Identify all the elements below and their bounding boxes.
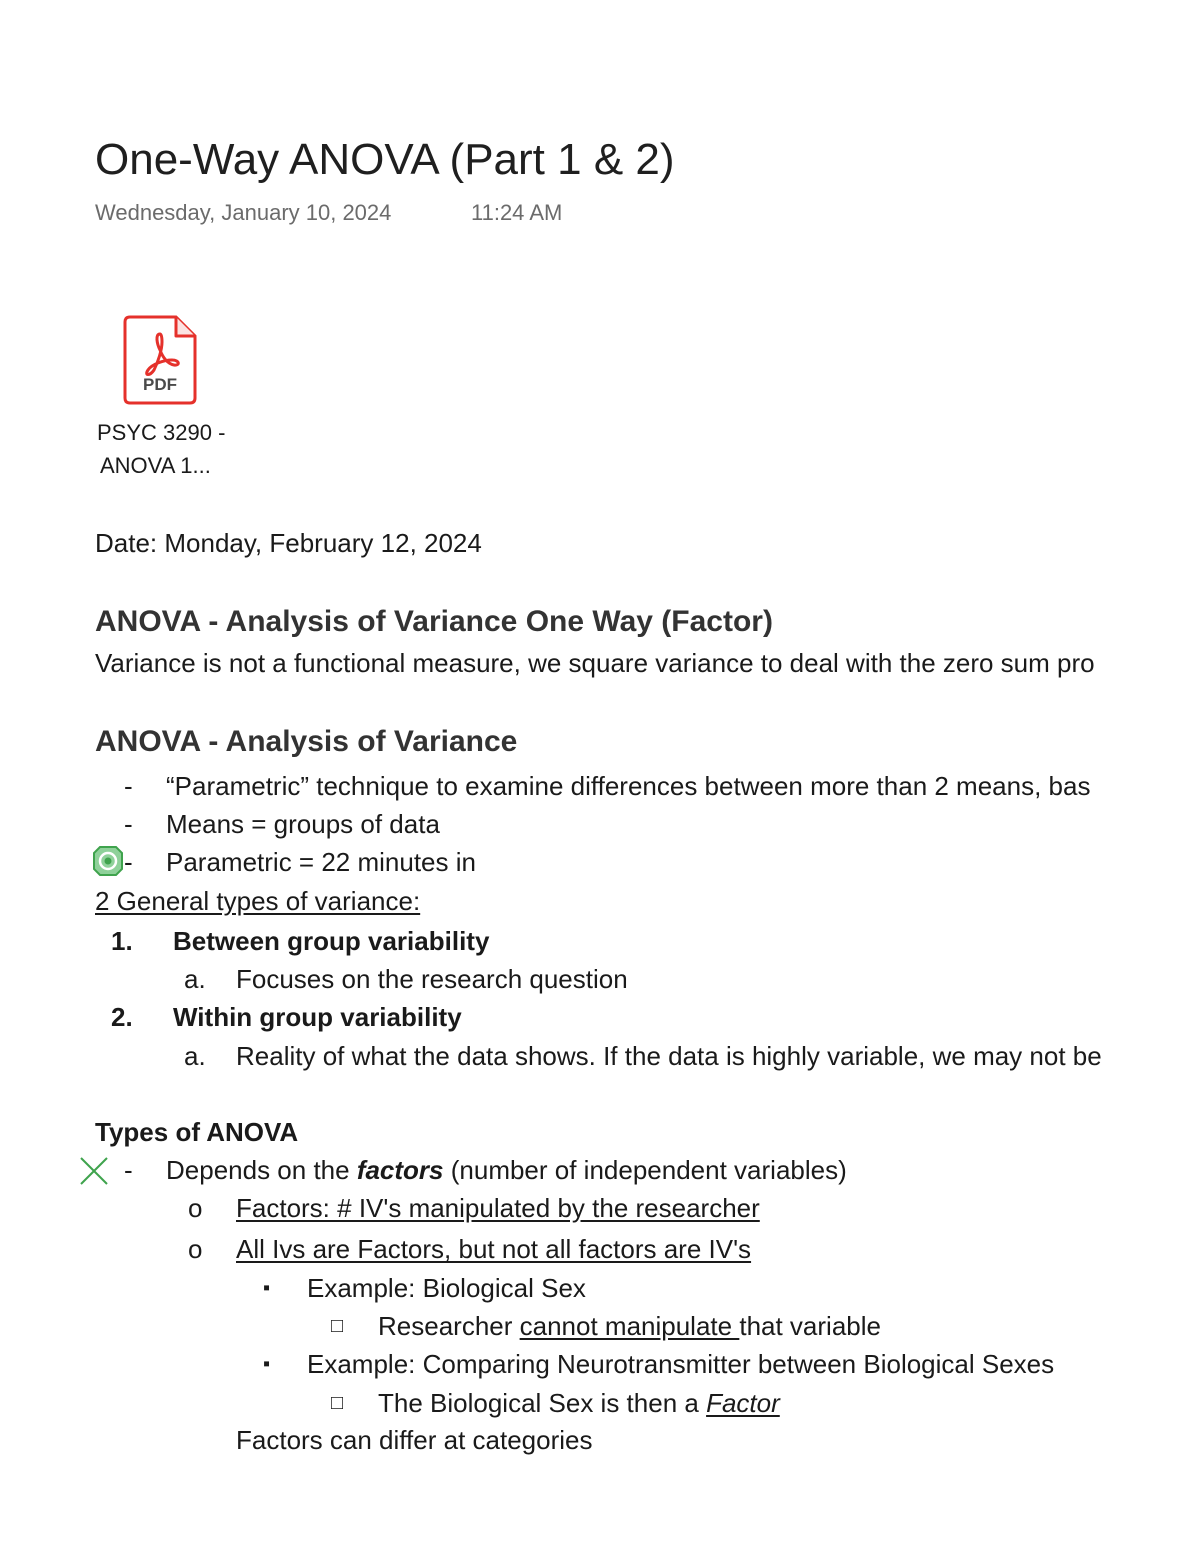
sub-example-cannot-manipulate xyxy=(378,1310,881,1342)
page-title: One-Way ANOVA (Part 1 & 2) xyxy=(95,135,675,184)
general-types-heading: 2 General types of variance: xyxy=(95,886,421,916)
bullet-parametric-technique: “Parametric” technique to examine differences between more than 2 means, bas xyxy=(166,771,1091,801)
cannot-manipulate-emphasis: cannot manipulate xyxy=(519,1311,740,1341)
text-suffix: that variable xyxy=(739,1311,881,1341)
text-suffix: (number of independent variables) xyxy=(443,1155,847,1185)
sub-item-data-reality: Reality of what the data shows. If the data is highly variable, we may not be xyxy=(236,1041,1102,1071)
page-time: 11:24 AM xyxy=(471,200,563,225)
pdf-icon-label: PDF xyxy=(143,375,177,394)
green-target-tag-icon[interactable] xyxy=(90,843,126,879)
green-x-tag-icon[interactable] xyxy=(76,1153,112,1189)
example-biological-sex: Example: Biological Sex xyxy=(307,1273,586,1303)
sub-example-factor xyxy=(378,1387,780,1419)
date-line: Date: Monday, February 12, 2024 xyxy=(95,528,482,558)
bullet-means-groups: Means = groups of data xyxy=(166,809,440,839)
attachment-name-line2: ANOVA 1... xyxy=(100,453,211,478)
number-marker: 2. xyxy=(111,1002,133,1032)
box-bullet-marker: □ xyxy=(331,1315,344,1337)
types-heading: Types of ANOVA xyxy=(95,1117,299,1147)
number-marker: 1. xyxy=(111,926,133,956)
heading-anova: ANOVA - Analysis of Variance xyxy=(95,725,518,758)
item-between-group: Between group variability xyxy=(173,926,490,956)
page-date: Wednesday, January 10, 2024 xyxy=(95,200,392,225)
item-all-ivs-factors: All Ivs are Factors, but not all factors are IV's xyxy=(236,1234,752,1264)
square-bullet-marker: ▪ xyxy=(263,1353,271,1375)
bullet-marker: - xyxy=(124,809,133,839)
pdf-file-icon[interactable] xyxy=(122,314,198,406)
example-neurotransmitter: Example: Comparing Neurotransmitter between Biological Sexes xyxy=(307,1349,1055,1379)
bullet-depends-on-factors xyxy=(166,1154,847,1186)
variance-note: Variance is not a functional measure, we square variance to deal with the zero sum pro xyxy=(95,648,1095,678)
sub-marker: a. xyxy=(184,1041,206,1071)
sub-marker: a. xyxy=(184,964,206,994)
sub-item-research-question: Focuses on the research question xyxy=(236,964,628,994)
bullet-parametric-minutes: Parametric = 22 minutes in xyxy=(166,847,476,877)
circle-bullet-marker: o xyxy=(188,1193,203,1223)
text-prefix: Depends on the xyxy=(166,1155,357,1185)
bullet-marker: - xyxy=(124,847,133,877)
bullet-marker: - xyxy=(124,771,133,801)
box-bullet-marker: □ xyxy=(331,1392,344,1414)
heading-anova-one-way: ANOVA - Analysis of Variance One Way (Factor) xyxy=(95,605,773,638)
cut-off-line: Factors can differ at categories xyxy=(236,1425,593,1455)
attachment-name-line1: PSYC 3290 - xyxy=(97,420,226,445)
circle-bullet-marker: o xyxy=(188,1234,203,1264)
bullet-marker: - xyxy=(124,1155,133,1185)
factors-emphasis: factors xyxy=(356,1155,444,1185)
text-prefix: The Biological Sex is then a xyxy=(378,1388,707,1418)
square-bullet-marker: ▪ xyxy=(263,1277,271,1299)
attachment-name[interactable] xyxy=(97,416,225,482)
factor-emphasis: Factor xyxy=(706,1388,780,1418)
item-within-group: Within group variability xyxy=(173,1002,462,1032)
text-prefix: Researcher xyxy=(378,1311,520,1341)
item-factors-ivs: Factors: # IV's manipulated by the researcher xyxy=(236,1193,760,1223)
